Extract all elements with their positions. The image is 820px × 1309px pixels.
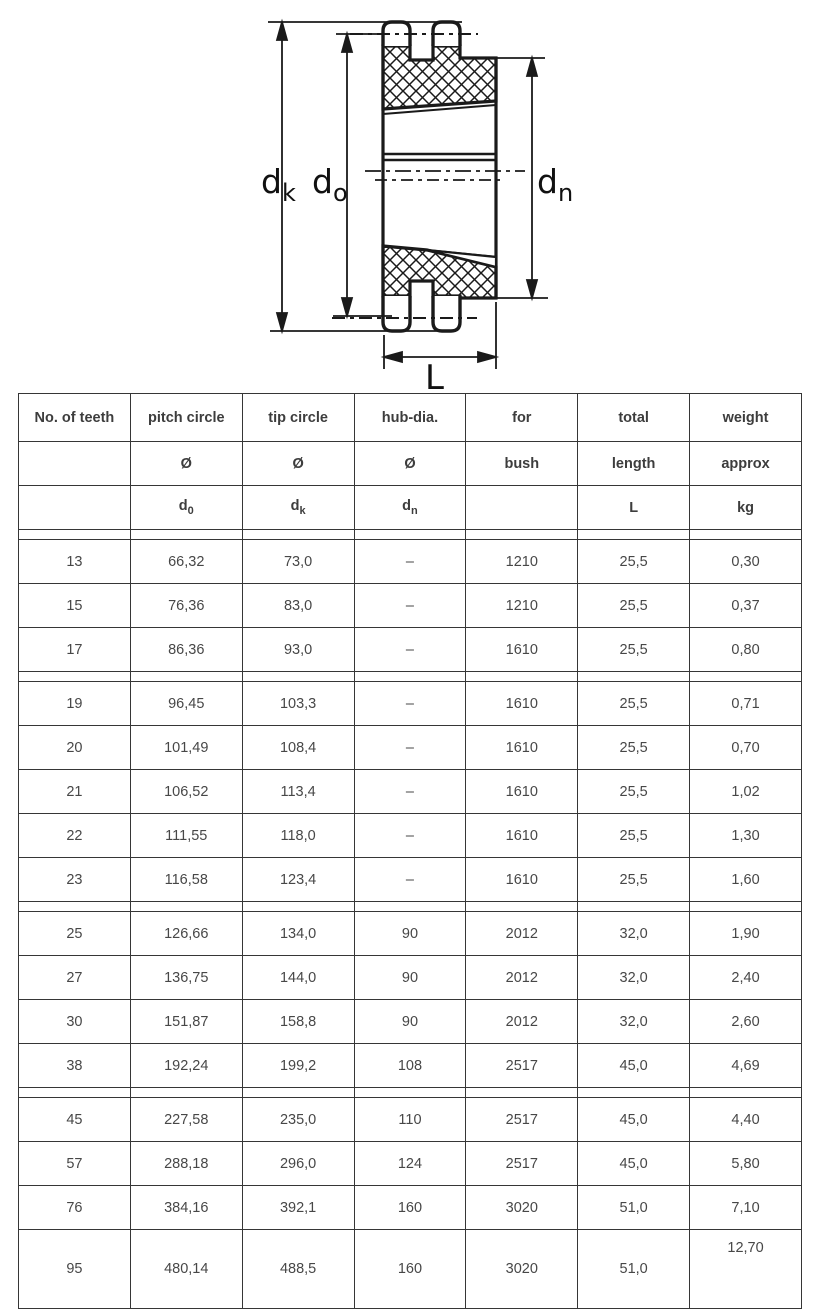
spacer-cell bbox=[354, 672, 466, 682]
spacer-cell bbox=[354, 530, 466, 540]
cell-tip: 103,3 bbox=[242, 682, 354, 726]
cell-hub: 90 bbox=[354, 912, 466, 956]
cell-pitch: 227,58 bbox=[130, 1098, 242, 1142]
cell-length: 25,5 bbox=[578, 770, 690, 814]
cell-teeth: 21 bbox=[19, 770, 131, 814]
cell-length: 25,5 bbox=[578, 584, 690, 628]
spacer-cell bbox=[130, 902, 242, 912]
cell-weight: 4,40 bbox=[690, 1098, 802, 1142]
sprocket-diagram bbox=[0, 0, 820, 392]
cell-weight: 0,80 bbox=[690, 628, 802, 672]
cell-hub: 124 bbox=[354, 1142, 466, 1186]
table-row-teeth-15 bbox=[19, 584, 802, 628]
cell-length: 51,0 bbox=[578, 1186, 690, 1230]
cell-teeth: 30 bbox=[19, 1000, 131, 1044]
cell-hub: – bbox=[354, 814, 466, 858]
cell-hub: 110 bbox=[354, 1098, 466, 1142]
header-cell-pitch: pitch circle bbox=[130, 394, 242, 442]
group-spacer-row bbox=[19, 902, 802, 912]
spacer-cell bbox=[578, 672, 690, 682]
cell-bush: 1210 bbox=[466, 540, 578, 584]
cell-weight: 1,60 bbox=[690, 858, 802, 902]
cell-teeth: 45 bbox=[19, 1098, 131, 1142]
cell-length: 25,5 bbox=[578, 682, 690, 726]
header-cell-pitch: Ø bbox=[130, 442, 242, 486]
spacer-cell bbox=[19, 1088, 131, 1098]
cell-weight: 1,90 bbox=[690, 912, 802, 956]
spacer-cell bbox=[19, 530, 131, 540]
spacer-cell bbox=[578, 902, 690, 912]
cell-hub: – bbox=[354, 682, 466, 726]
do-arrow-down bbox=[342, 298, 352, 316]
cell-length: 45,0 bbox=[578, 1044, 690, 1088]
cell-teeth: 38 bbox=[19, 1044, 131, 1088]
cell-hub: – bbox=[354, 584, 466, 628]
header-cell-tip: tip circle bbox=[242, 394, 354, 442]
header-cell-hub: hub-dia. bbox=[354, 394, 466, 442]
spacer-cell bbox=[578, 530, 690, 540]
cell-teeth: 95 bbox=[19, 1230, 131, 1309]
cell-tip: 199,2 bbox=[242, 1044, 354, 1088]
header-cell-weight: kg bbox=[690, 486, 802, 530]
spacer-cell bbox=[19, 902, 131, 912]
table-row-teeth-13 bbox=[19, 540, 802, 584]
header-cell-length: total bbox=[578, 394, 690, 442]
cell-pitch: 101,49 bbox=[130, 726, 242, 770]
spacer-cell bbox=[130, 530, 242, 540]
cell-tip: 144,0 bbox=[242, 956, 354, 1000]
spacer-cell bbox=[466, 902, 578, 912]
cell-tip: 108,4 bbox=[242, 726, 354, 770]
table-row-teeth-45 bbox=[19, 1098, 802, 1142]
spacer-cell bbox=[354, 1088, 466, 1098]
cell-length: 32,0 bbox=[578, 956, 690, 1000]
header-cell-pitch: $d_0$ bbox=[130, 486, 242, 530]
cell-teeth: 15 bbox=[19, 584, 131, 628]
header-cell-teeth: No. of teeth bbox=[19, 394, 131, 442]
sprocket-body bbox=[332, 22, 525, 331]
cell-pitch: 76,36 bbox=[130, 584, 242, 628]
cell-tip: 392,1 bbox=[242, 1186, 354, 1230]
group-spacer-row bbox=[19, 672, 802, 682]
dn-arrow-up bbox=[527, 58, 537, 76]
cell-pitch: 480,14 bbox=[130, 1230, 242, 1309]
table-row-teeth-25 bbox=[19, 912, 802, 956]
cell-tip: 235,0 bbox=[242, 1098, 354, 1142]
header-row-3 bbox=[19, 486, 802, 530]
cell-hub: – bbox=[354, 770, 466, 814]
cell-weight: 2,40 bbox=[690, 956, 802, 1000]
cell-pitch: 288,18 bbox=[130, 1142, 242, 1186]
cell-weight: 2,60 bbox=[690, 1000, 802, 1044]
l-arrow-left bbox=[384, 352, 402, 362]
cell-bush: 3020 bbox=[466, 1230, 578, 1309]
cell-teeth: 13 bbox=[19, 540, 131, 584]
cell-teeth: 22 bbox=[19, 814, 131, 858]
cell-bush: 1610 bbox=[466, 628, 578, 672]
cell-bush: 3020 bbox=[466, 1186, 578, 1230]
header-cell-tip: Ø bbox=[242, 442, 354, 486]
cell-hub: – bbox=[354, 726, 466, 770]
cell-pitch: 126,66 bbox=[130, 912, 242, 956]
header-cell-bush: bush bbox=[466, 442, 578, 486]
cell-length: 51,0 bbox=[578, 1230, 690, 1309]
cell-weight: 0,71 bbox=[690, 682, 802, 726]
cell-length: 25,5 bbox=[578, 726, 690, 770]
cell-tip: 123,4 bbox=[242, 858, 354, 902]
dk-arrow-down bbox=[277, 313, 287, 331]
cell-hub: 160 bbox=[354, 1186, 466, 1230]
table-row-teeth-57 bbox=[19, 1142, 802, 1186]
spacer-cell bbox=[690, 530, 802, 540]
cell-pitch: 86,36 bbox=[130, 628, 242, 672]
cell-bush: 1610 bbox=[466, 770, 578, 814]
dk-label: $d_k$ bbox=[261, 162, 296, 207]
cell-teeth: 57 bbox=[19, 1142, 131, 1186]
cell-tip: 134,0 bbox=[242, 912, 354, 956]
cell-pitch: 96,45 bbox=[130, 682, 242, 726]
cell-teeth: 20 bbox=[19, 726, 131, 770]
spacer-cell bbox=[690, 672, 802, 682]
dn-arrow-down bbox=[527, 280, 537, 298]
cell-pitch: 66,32 bbox=[130, 540, 242, 584]
spacer-cell bbox=[130, 672, 242, 682]
cell-tip: 118,0 bbox=[242, 814, 354, 858]
cell-weight: 12,70 bbox=[690, 1230, 802, 1309]
table-row-teeth-17 bbox=[19, 628, 802, 672]
cell-weight: 5,80 bbox=[690, 1142, 802, 1186]
cell-weight: 4,69 bbox=[690, 1044, 802, 1088]
cell-bush: 2012 bbox=[466, 956, 578, 1000]
group-spacer-row bbox=[19, 1088, 802, 1098]
cell-hub: – bbox=[354, 858, 466, 902]
cell-length: 32,0 bbox=[578, 1000, 690, 1044]
table-row-teeth-22 bbox=[19, 814, 802, 858]
cell-length: 25,5 bbox=[578, 814, 690, 858]
cell-pitch: 116,58 bbox=[130, 858, 242, 902]
cell-bush: 1610 bbox=[466, 814, 578, 858]
spacer-cell bbox=[242, 530, 354, 540]
cell-tip: 83,0 bbox=[242, 584, 354, 628]
dn-label: $d_n$ bbox=[537, 162, 574, 207]
header-cell-bush: for bbox=[466, 394, 578, 442]
header-cell-weight: weight bbox=[690, 394, 802, 442]
spacer-cell bbox=[242, 902, 354, 912]
header-cell-weight: approx bbox=[690, 442, 802, 486]
cell-weight: 7,10 bbox=[690, 1186, 802, 1230]
cell-hub: 160 bbox=[354, 1230, 466, 1309]
cell-bush: 1610 bbox=[466, 726, 578, 770]
cell-hub: – bbox=[354, 628, 466, 672]
cell-teeth: 27 bbox=[19, 956, 131, 1000]
spec-table bbox=[18, 393, 802, 1309]
table-row-teeth-38 bbox=[19, 1044, 802, 1088]
spacer-cell bbox=[130, 1088, 242, 1098]
cell-teeth: 25 bbox=[19, 912, 131, 956]
table-row-teeth-27 bbox=[19, 956, 802, 1000]
header-cell-length: length bbox=[578, 442, 690, 486]
spacer-cell bbox=[466, 672, 578, 682]
cell-pitch: 136,75 bbox=[130, 956, 242, 1000]
cell-tip: 113,4 bbox=[242, 770, 354, 814]
group-spacer-row bbox=[19, 530, 802, 540]
spacer-cell bbox=[578, 1088, 690, 1098]
cell-weight: 0,30 bbox=[690, 540, 802, 584]
header-cell-teeth bbox=[19, 486, 131, 530]
cell-teeth: 23 bbox=[19, 858, 131, 902]
spacer-cell bbox=[354, 902, 466, 912]
spacer-cell bbox=[690, 902, 802, 912]
table-row-teeth-23 bbox=[19, 858, 802, 902]
cell-length: 45,0 bbox=[578, 1098, 690, 1142]
spacer-cell bbox=[466, 530, 578, 540]
spacer-cell bbox=[242, 672, 354, 682]
spacer-cell bbox=[690, 1088, 802, 1098]
cell-tip: 158,8 bbox=[242, 1000, 354, 1044]
table-row-teeth-21 bbox=[19, 770, 802, 814]
cell-weight: 1,02 bbox=[690, 770, 802, 814]
spacer-cell bbox=[242, 1088, 354, 1098]
header-cell-bush bbox=[466, 486, 578, 530]
cell-weight: 0,70 bbox=[690, 726, 802, 770]
header-row-1 bbox=[19, 394, 802, 442]
table-row-teeth-20 bbox=[19, 726, 802, 770]
cell-pitch: 192,24 bbox=[130, 1044, 242, 1088]
cell-tip: 296,0 bbox=[242, 1142, 354, 1186]
cell-bush: 1210 bbox=[466, 584, 578, 628]
cell-bush: 2517 bbox=[466, 1044, 578, 1088]
bottom-tooth-right bbox=[433, 296, 460, 331]
spacer-cell bbox=[466, 1088, 578, 1098]
cell-length: 25,5 bbox=[578, 858, 690, 902]
cell-pitch: 384,16 bbox=[130, 1186, 242, 1230]
l-label: L bbox=[425, 358, 444, 392]
cell-bush: 2012 bbox=[466, 912, 578, 956]
cell-hub: – bbox=[354, 540, 466, 584]
header-cell-hub: $d_n$ bbox=[354, 486, 466, 530]
cell-tip: 488,5 bbox=[242, 1230, 354, 1309]
cell-hub: 108 bbox=[354, 1044, 466, 1088]
cell-length: 25,5 bbox=[578, 540, 690, 584]
cell-bush: 1610 bbox=[466, 858, 578, 902]
cell-hub: 90 bbox=[354, 956, 466, 1000]
spacer-cell bbox=[19, 672, 131, 682]
cell-weight: 1,30 bbox=[690, 814, 802, 858]
table-row-teeth-19 bbox=[19, 682, 802, 726]
do-arrow-up bbox=[342, 34, 352, 52]
cell-length: 32,0 bbox=[578, 912, 690, 956]
cell-weight: 0,37 bbox=[690, 584, 802, 628]
header-cell-hub: Ø bbox=[354, 442, 466, 486]
l-arrow-right bbox=[478, 352, 496, 362]
cell-bush: 2012 bbox=[466, 1000, 578, 1044]
cell-hub: 90 bbox=[354, 1000, 466, 1044]
cell-length: 45,0 bbox=[578, 1142, 690, 1186]
cell-pitch: 111,55 bbox=[130, 814, 242, 858]
cell-bush: 1610 bbox=[466, 682, 578, 726]
dk-arrow-up bbox=[277, 22, 287, 40]
header-cell-teeth bbox=[19, 442, 131, 486]
table-row-teeth-95 bbox=[19, 1230, 802, 1309]
do-label: $d_o$ bbox=[312, 162, 348, 207]
cell-teeth: 76 bbox=[19, 1186, 131, 1230]
bottom-tooth-left bbox=[383, 296, 410, 331]
header-cell-tip: $d_k$ bbox=[242, 486, 354, 530]
cell-bush: 2517 bbox=[466, 1142, 578, 1186]
upper-hatch-section bbox=[383, 46, 496, 109]
cell-tip: 73,0 bbox=[242, 540, 354, 584]
cell-length: 25,5 bbox=[578, 628, 690, 672]
cell-pitch: 106,52 bbox=[130, 770, 242, 814]
sprocket-cross-section-drawing bbox=[0, 0, 820, 392]
cell-bush: 2517 bbox=[466, 1098, 578, 1142]
header-row-2 bbox=[19, 442, 802, 486]
cell-pitch: 151,87 bbox=[130, 1000, 242, 1044]
cell-tip: 93,0 bbox=[242, 628, 354, 672]
table-row-teeth-30 bbox=[19, 1000, 802, 1044]
header-cell-length: L bbox=[578, 486, 690, 530]
table-row-teeth-76 bbox=[19, 1186, 802, 1230]
cell-teeth: 19 bbox=[19, 682, 131, 726]
cell-teeth: 17 bbox=[19, 628, 131, 672]
